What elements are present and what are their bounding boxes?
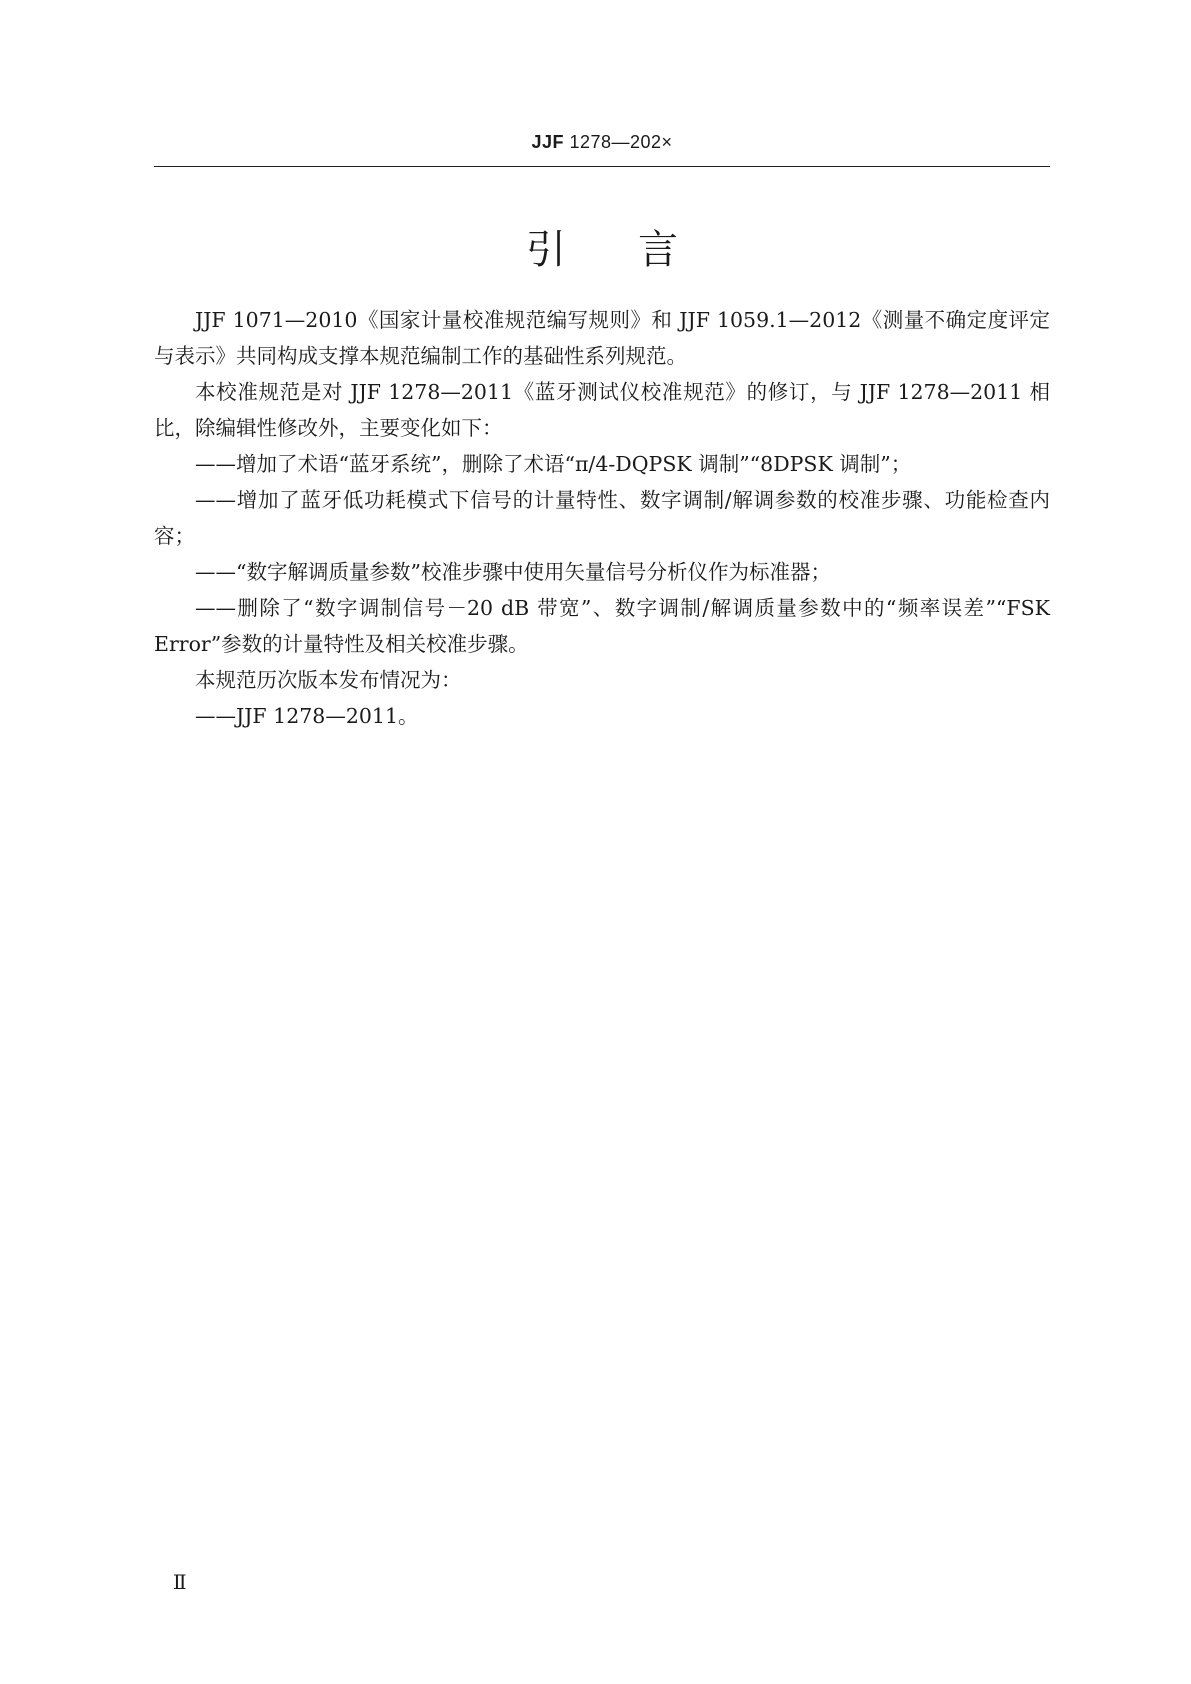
page-title: 引言 xyxy=(526,227,750,273)
change-item-low-energy: ——增加了蓝牙低功耗模式下信号的计量特性、数字调制/解调参数的校准步骤、功能检查内容； xyxy=(154,488,1050,548)
history-item: ——JJF 1278—2011。 xyxy=(195,704,419,728)
header-rule xyxy=(154,166,1050,167)
change-item-deletions: ——删除了“数字调制信号－20 dB 带宽”、数字调制/解调质量参数中的“频率误差”“FSK Error”参数的计量特性及相关校准步骤。 xyxy=(154,596,1050,656)
header-code-number: 1278—202× xyxy=(563,132,673,152)
running-header xyxy=(154,132,1050,153)
paragraph-history: 本规范历次版本发布情况为： xyxy=(195,668,462,692)
paragraph-revision: 本校准规范是对 JJF 1278—2011《蓝牙测试仪校准规范》的修订，与 JJF 1278—2011 相比，除编辑性修改外，主要变化如下： xyxy=(154,380,1050,440)
header-code-prefix: JJF xyxy=(531,132,564,152)
change-item-analyzer: ——“数字解调质量参数”校准步骤中使用矢量信号分析仪作为标准器； xyxy=(195,560,831,584)
foreword-body xyxy=(154,302,1050,734)
paragraph-basis: JJF 1071—2010《国家计量校准规范编写规则》和 JJF 1059.1—2012《测量不确定度评定与表示》共同构成支撑本规范编制工作的基础性系列规范。 xyxy=(154,308,1050,368)
change-item-terms: ——增加了术语“蓝牙系统”，删除了术语“π/4-DQPSK 调制”“8DPSK 调制”； xyxy=(195,452,912,476)
page-number: Ⅱ xyxy=(173,1570,187,1594)
